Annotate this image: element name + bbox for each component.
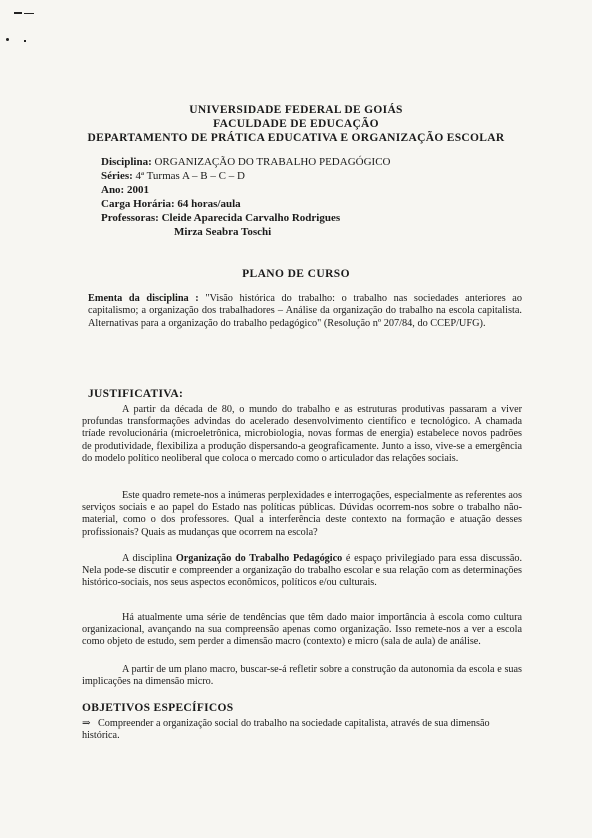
carga-label: Carga Horária: xyxy=(101,198,175,210)
university-name: UNIVERSIDADE FEDERAL DE GOIÁS xyxy=(189,104,403,116)
objetivo-item xyxy=(82,718,522,742)
disciplina-line xyxy=(101,156,390,168)
disciplina-value: ORGANIZAÇÃO DO TRABALHO PEDAGÓGICO xyxy=(154,156,391,168)
scan-mark xyxy=(14,12,22,14)
professoras-label: Professoras: xyxy=(101,212,159,224)
ano-label: Ano: xyxy=(101,184,125,196)
carga-line xyxy=(101,198,241,210)
ementa-block xyxy=(88,293,522,330)
justificativa-p1-text: A partir da década de 80, o mundo do trabalho e as estruturas produtivas passaram a viver profundas transformações advindas do acelerado desenvolvimento científico e tecnológico. A chamada tríade revolucionária (microeletrônica, microbiologia, novas formas de energia) estabelece novos padrões de produtividade, flexibiliza a produção dispersando-a geograficamente. Junto a isso, vive-se a emergência do modelo político neoliberal que coloca o mercado como o articulador das relações sociais. xyxy=(82,404,522,464)
series-value: 4ª Turmas A – B – C – D xyxy=(135,170,245,182)
professora-2: Mirza Seabra Toschi xyxy=(174,226,272,238)
justificativa-paragraph-3 xyxy=(82,553,522,590)
faculty-name: FACULDADE DE EDUCAÇÃO xyxy=(213,118,379,130)
scan-mark xyxy=(24,13,34,14)
plano-title: PLANO DE CURSO xyxy=(242,268,350,280)
justificativa-paragraph-2 xyxy=(82,490,522,539)
right-arrow-icon: ⇒ xyxy=(82,718,91,729)
series-line xyxy=(101,170,245,182)
carga-value: 64 horas/aula xyxy=(177,198,241,210)
series-label: Séries: xyxy=(101,170,133,182)
ano-value: 2001 xyxy=(126,184,149,196)
ano-line xyxy=(101,184,149,196)
scan-mark xyxy=(6,38,9,41)
department-name: DEPARTAMENTO DE PRÁTICA EDUCATIVA E ORGANIZAÇÃO ESCOLAR xyxy=(87,132,505,144)
objetivo-item-text: Compreender a organização social do trabalho na sociedade capitalista, através de sua dimensão histórica. xyxy=(82,718,490,742)
professora-1: Cleide Aparecida Carvalho Rodrigues xyxy=(161,212,341,224)
ementa-text: "Visão histórica do trabalho: o trabalho nas sociedades anteriores ao capitalismo; a organização dos trabalhadores – Análise da organização do trabalho na escola capitalista. Alternativas para a organização do trabalho pedagógico" (Resolução nº 207/84, do CCEP/UFG). xyxy=(88,293,523,329)
professora-2-line xyxy=(174,226,271,238)
objetivos-title: OBJETIVOS ESPECÍFICOS xyxy=(82,702,234,714)
justificativa-p2-text: Este quadro remete-nos a inúmeras perplexidades e interrogações, especialmente as referentes aos serviços sociais e ao papel do Estado nas políticas públicas. Dúvidas ocorrem-nos sobre o trabalho não-material, como o dos professores. Qual a interferência deste contexto na formação e atuação desses profissionais? Quais as mudanças que ocorrem na escola? xyxy=(82,490,522,538)
justificativa-p3-after: é espaço privilegiado para essa discussão. Nela pode-se discutir e compreender a organização do trabalho escolar e sua relação com as determinações histórico-sociais, nos seus aspectos econômicos, políticos e/ou culturais. xyxy=(82,553,523,589)
justificativa-p4-text: Há atualmente uma série de tendências que têm dado maior importância à escola como cultura organizacional, avançando na sua compreensão apenas como organização. Isso remete-nos a ver a escola como objeto de estudo, sem perder a dimensão macro (contexto) e micro (sala de aula) de análise. xyxy=(82,612,522,648)
justificativa-p3-before: A disciplina xyxy=(122,553,176,564)
justificativa-title: JUSTIFICATIVA: xyxy=(88,388,184,400)
justificativa-paragraph-1 xyxy=(82,404,522,465)
justificativa-p5-text: A partir de um plano macro, buscar-se-á refletir sobre a construção da autonomia da escola e suas implicações na dimensão micro. xyxy=(82,664,522,688)
scan-mark xyxy=(24,40,26,42)
professoras-line xyxy=(101,212,340,224)
justificativa-p3-discipline: Organização do Trabalho Pedagógico xyxy=(175,553,343,564)
disciplina-label: Disciplina: xyxy=(101,156,152,168)
ementa-label: Ementa da disciplina : xyxy=(88,293,199,304)
justificativa-paragraph-5 xyxy=(82,664,522,688)
justificativa-paragraph-4 xyxy=(82,612,522,649)
